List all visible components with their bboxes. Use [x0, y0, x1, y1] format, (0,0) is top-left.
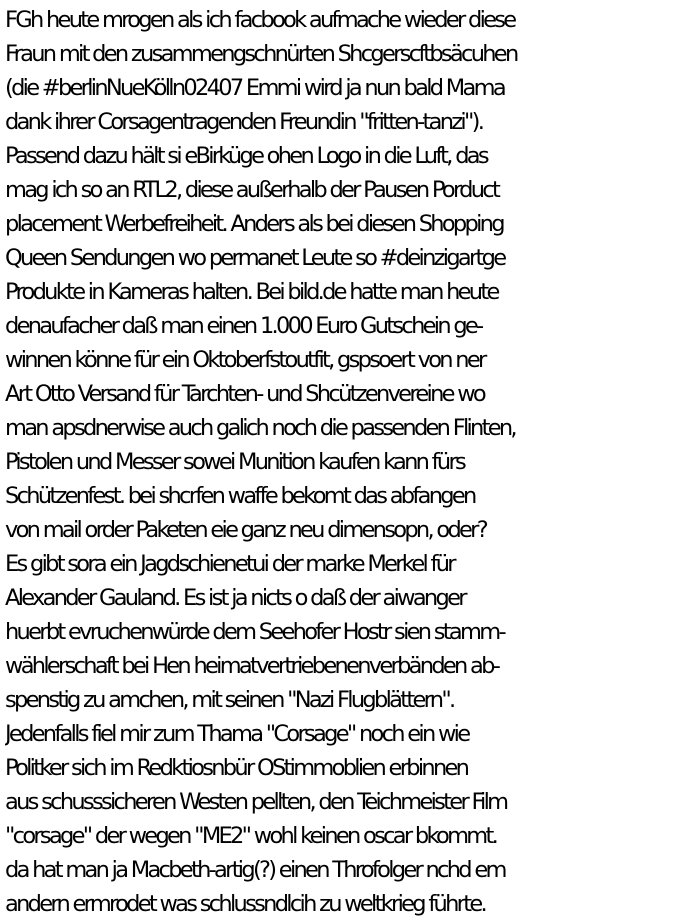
text-line: von mail order Paketen eie ganz neu dimensopn, oder?: [5, 517, 486, 543]
text-line: Es gibt sora ein Jagdschienetui der marke Merkel für: [5, 551, 454, 577]
text-line: placement Werbefreiheit. Anders als bei diesen Shopping: [5, 211, 503, 237]
text-line: Pistolen und Messer sowei Munition kaufen kann fürs: [5, 449, 465, 475]
text-line: huerbt evruchenwürde dem Seehofer Hostr sien stamm-: [5, 619, 504, 645]
text-line: Fraun mit den zusammengschnürten Shcgerscftbsäcuhen: [5, 41, 517, 67]
text-line: Art Otto Versand für Tarchten- und Shcützenvereine wo: [5, 381, 485, 407]
text-line: Schützenfest. bei shcrfen waffe bekomt das abfangen: [5, 483, 475, 509]
text-line: mag ich so an RTL2, diese außerhalb der Pausen Porduct: [5, 177, 499, 203]
document-body: [5, 0, 684, 920]
text-line: Politker sich im Redktiosnbür OStimmoblien erbinnen: [5, 755, 468, 781]
text-line: winnen könne für ein Oktoberfstoutfit, gspsoert von ner: [5, 347, 485, 373]
text-line: spenstig zu amchen, mit seinen "Nazi Flugblättern".: [5, 687, 454, 713]
text-line: Alexander Gauland. Es ist ja nicts o daß der aiwanger: [5, 585, 465, 611]
text-line: andern ermrodet was schlussndlcih zu weltkrieg führte.: [5, 891, 485, 917]
text-line: aus schusssicheren Westen pellten, den Teichmeister Film: [5, 789, 507, 815]
text-line: "corsage" der wegen "ME2" wohl keinen oscar bkommt.: [5, 823, 497, 849]
text-line: man apsdnerwise auch galich noch die passenden Flinten,: [5, 415, 515, 441]
text-line: dank ihrer Corsagentragenden Freundin "fritten-tanzi").: [5, 109, 483, 135]
text-line: Jedenfalls fiel mir zum Thama "Corsage" noch ein wie: [5, 721, 469, 747]
text-line: Produkte in Kameras halten. Bei bild.de hatte man heute: [5, 279, 498, 305]
text-line: da hat man ja Macbeth-artig(?) einen Throfolger nchd em: [5, 857, 505, 883]
text-line: (die #berlinNueKölln02407 Emmi wird ja nun bald Mama: [5, 75, 504, 101]
text-line: Queen Sendungen wo permanet Leute so #deinzigartge: [5, 245, 505, 271]
text-line: wählerschaft bei Hen heimatvertriebenenverbänden ab-: [5, 653, 499, 679]
text-line: FGh heute mrogen als ich facbook aufmache wieder diese: [5, 7, 515, 33]
text-line: denaufacher daß man einen 1.000 Euro Gutschein ge-: [5, 313, 482, 339]
text-line: Passend dazu hält si eBirküge ohen Logo in die Luft, das: [5, 143, 487, 169]
